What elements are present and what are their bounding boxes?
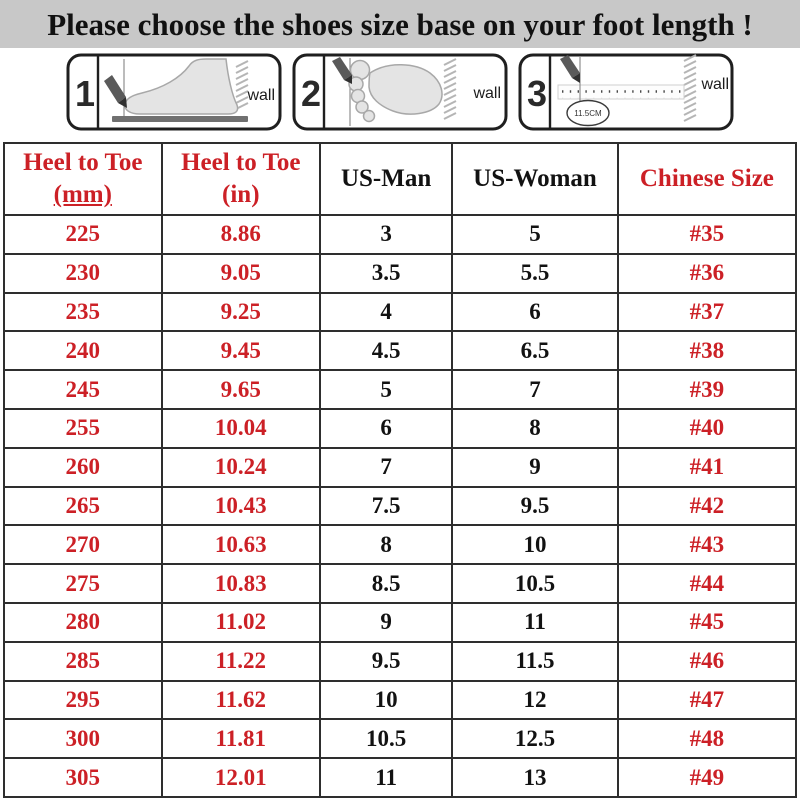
- cell-us-woman: 11: [452, 603, 618, 642]
- step-number: 3: [527, 73, 548, 114]
- step-number: 2: [301, 73, 322, 114]
- cell-heel-toe-mm: 295: [4, 681, 162, 720]
- cell-chinese-size: #35: [618, 215, 796, 254]
- cell-us-woman: 5.5: [452, 254, 618, 293]
- cell-us-woman: 13: [452, 758, 618, 797]
- ruler-icon: [558, 85, 684, 99]
- cell-us-man: 4: [320, 293, 452, 332]
- cell-heel-toe-in: 9.45: [162, 331, 320, 370]
- cell-us-woman: 10: [452, 525, 618, 564]
- cell-heel-toe-mm: 235: [4, 293, 162, 332]
- cell-us-woman: 11.5: [452, 642, 618, 681]
- cell-heel-toe-mm: 300: [4, 719, 162, 758]
- header-line2: (in): [222, 181, 260, 208]
- cell-chinese-size: #43: [618, 525, 796, 564]
- cell-us-woman: 6: [452, 293, 618, 332]
- cell-heel-toe-in: 12.01: [162, 758, 320, 797]
- cell-heel-toe-in: 10.24: [162, 448, 320, 487]
- cell-heel-toe-mm: 260: [4, 448, 162, 487]
- cell-us-woman: 8: [452, 409, 618, 448]
- cell-chinese-size: #48: [618, 719, 796, 758]
- cell-us-man: 5: [320, 370, 452, 409]
- cell-heel-toe-in: 11.22: [162, 642, 320, 681]
- cell-chinese-size: #38: [618, 331, 796, 370]
- cell-heel-toe-in: 10.43: [162, 487, 320, 526]
- cell-heel-toe-mm: 275: [4, 564, 162, 603]
- size-table: [3, 142, 797, 798]
- cell-chinese-size: #44: [618, 564, 796, 603]
- table-row: [4, 642, 796, 681]
- cell-us-woman: 5: [452, 215, 618, 254]
- cell-us-man: 10: [320, 681, 452, 720]
- cell-us-woman: 9: [452, 448, 618, 487]
- cell-us-man: 8.5: [320, 564, 452, 603]
- cell-chinese-size: #41: [618, 448, 796, 487]
- wall-label: wall: [473, 85, 501, 102]
- cell-us-woman: 9.5: [452, 487, 618, 526]
- table-row: [4, 409, 796, 448]
- measure-length-label: 11.5CM: [574, 109, 602, 118]
- cell-heel-toe-in: 10.63: [162, 525, 320, 564]
- table-row: [4, 331, 796, 370]
- col-header-chinese-size: Chinese Size: [618, 143, 796, 215]
- cell-heel-toe-mm: 270: [4, 525, 162, 564]
- cell-us-man: 3.5: [320, 254, 452, 293]
- measure-instructions: [0, 53, 800, 131]
- step-panel-3: [518, 53, 734, 131]
- cell-chinese-size: #46: [618, 642, 796, 681]
- table-row: [4, 487, 796, 526]
- table-row: [4, 448, 796, 487]
- cell-chinese-size: #40: [618, 409, 796, 448]
- cell-us-woman: 10.5: [452, 564, 618, 603]
- cell-us-man: 11: [320, 758, 452, 797]
- col-header-us-woman: US-Woman: [452, 143, 618, 215]
- table-row: [4, 293, 796, 332]
- col-header-us-man: US-Man: [320, 143, 452, 215]
- cell-heel-toe-mm: 285: [4, 642, 162, 681]
- cell-chinese-size: #37: [618, 293, 796, 332]
- cell-heel-toe-mm: 225: [4, 215, 162, 254]
- cell-heel-toe-in: 11.02: [162, 603, 320, 642]
- cell-heel-toe-in: 9.25: [162, 293, 320, 332]
- cell-us-man: 9: [320, 603, 452, 642]
- col-header-heel-toe-mm: [4, 143, 162, 215]
- cell-heel-toe-mm: 265: [4, 487, 162, 526]
- header-line1: Heel to Toe: [181, 148, 301, 176]
- cell-chinese-size: #47: [618, 681, 796, 720]
- cell-heel-toe-in: 9.05: [162, 254, 320, 293]
- cell-us-man: 8: [320, 525, 452, 564]
- cell-chinese-size: #39: [618, 370, 796, 409]
- cell-chinese-size: #49: [618, 758, 796, 797]
- table-row: [4, 254, 796, 293]
- page-title: Please choose the shoes size base on your foot length !: [0, 0, 800, 48]
- cell-chinese-size: #45: [618, 603, 796, 642]
- cell-us-woman: 12: [452, 681, 618, 720]
- step-number: 1: [75, 73, 96, 114]
- table-row: [4, 719, 796, 758]
- cell-us-woman: 12.5: [452, 719, 618, 758]
- cell-us-man: 3: [320, 215, 452, 254]
- cell-heel-toe-in: 11.62: [162, 681, 320, 720]
- cell-us-man: 4.5: [320, 331, 452, 370]
- cell-us-man: 10.5: [320, 719, 452, 758]
- table-row: [4, 525, 796, 564]
- measure-length-badge: [567, 101, 609, 126]
- cell-chinese-size: #42: [618, 487, 796, 526]
- cell-chinese-size: #36: [618, 254, 796, 293]
- step-panel-1: [66, 53, 282, 131]
- cell-heel-toe-mm: 230: [4, 254, 162, 293]
- table-row: [4, 603, 796, 642]
- cell-heel-toe-mm: 305: [4, 758, 162, 797]
- cell-us-man: 7.5: [320, 487, 452, 526]
- table-row: [4, 370, 796, 409]
- table-row: [4, 681, 796, 720]
- header-row: [4, 143, 796, 215]
- cell-us-woman: 7: [452, 370, 618, 409]
- cell-heel-toe-in: 10.83: [162, 564, 320, 603]
- cell-heel-toe-in: 9.65: [162, 370, 320, 409]
- cell-heel-toe-mm: 240: [4, 331, 162, 370]
- cell-heel-toe-in: 11.81: [162, 719, 320, 758]
- header-line2: (mm): [53, 181, 112, 208]
- table-row: [4, 215, 796, 254]
- table-row: [4, 564, 796, 603]
- cell-heel-toe-mm: 255: [4, 409, 162, 448]
- header-line1: Heel to Toe: [23, 148, 143, 176]
- cell-us-man: 6: [320, 409, 452, 448]
- cell-heel-toe-mm: 280: [4, 603, 162, 642]
- cell-us-woman: 6.5: [452, 331, 618, 370]
- cell-heel-toe-in: 10.04: [162, 409, 320, 448]
- floor-line: [112, 116, 248, 122]
- cell-us-man: 9.5: [320, 642, 452, 681]
- cell-heel-toe-in: 8.86: [162, 215, 320, 254]
- cell-heel-toe-mm: 245: [4, 370, 162, 409]
- step-panel-2: [292, 53, 508, 131]
- size-table-header: [4, 143, 796, 215]
- size-table-body: [4, 215, 796, 797]
- col-header-heel-toe-in: [162, 143, 320, 215]
- wall-label: wall: [701, 76, 729, 93]
- cell-us-man: 7: [320, 448, 452, 487]
- wall-label: wall: [247, 87, 275, 104]
- table-row: [4, 758, 796, 797]
